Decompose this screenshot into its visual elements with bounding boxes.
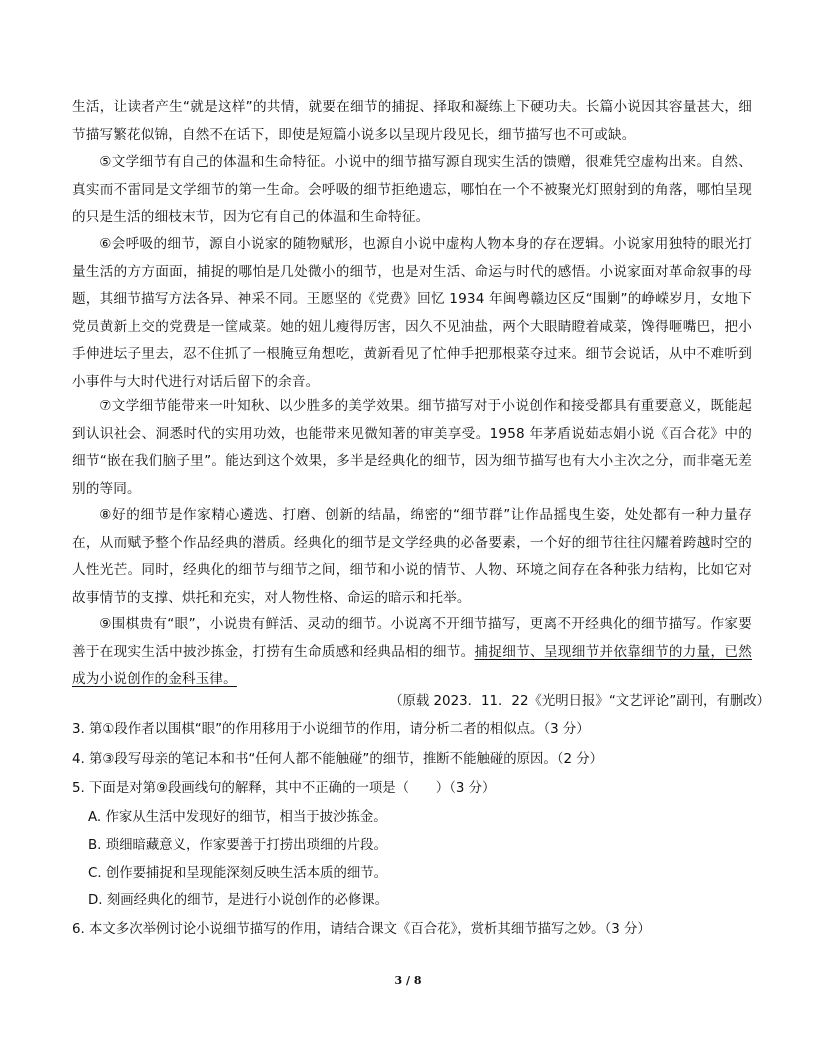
question-6: 6. 本文多次举例讨论小说细节描写的作用，请结合课文《百合花》，赏析其细节描写之妙。（3 分） [72,922,651,937]
question-3: 3. 第①段作者以围棋“眼”的作用移用于小说细节的作用，请分析二者的相似点。（3 分） [72,722,590,737]
paragraph-8: ⑧好的细节是作家精心遴选、打磨、创新的结晶，绵密的“细节群”让作品摇曳生姿，处处都有一种力量存在，从而赋予整个作品经典的潜质。经典化的细节是文学经典的必备要素，一个好的细节往往闪耀着跨越时空的人性光芒。同时，经典化的细节与细节之间，细节和小说的情节、人物、环境之间存在各种张力结构，比如它对故事情节的支撑、烘托和充实，对人物性格、命运的暗示和托举。 [72,507,752,606]
question-5-option-a: A. 作家从生活中发现好的细节，相当于披沙拣金。 [88,810,387,825]
page-number: 3 / 8 [394,974,422,987]
paragraph-7: ⑦文学细节能带来一叶知秋、以少胜多的美学效果。细节描写对于小说创作和接受都具有重要意义，既能起到认识社会、洞悉时代的实用功效，也能带来见微知著的审美享受。1958 年茅盾说茹志娟小说《百合花》中的细节“嵌在我们脑子里”。能达到这个效果，多半是经典化的细节，因为细节描写也有大小主次之分，而非毫无差别的等同。 [72,398,752,497]
question-5: 5. 下面是对第⑨段画线句的解释，其中不正确的一项是（ ）（3 分） [72,781,496,796]
paragraph-9-underlined-sentence: 捕捉细节、呈现细节并依靠细节的力量，已然成为小说创作的金科玉律。 [72,643,752,687]
question-5-option-c: C. 创作要捕捉和呈现能深刻反映生活本质的细节。 [88,866,388,881]
paragraph-4-continued: 生活，让读者产生“就是这样”的共情，就要在细节的捕捉、择取和凝练上下硬功夫。长篇小说因其容量甚大，细节描写繁花似锦，自然不在话下，即使是短篇小说多以呈现片段见长，细节描写也不可或缺。 [72,99,752,143]
question-5-option-d: D. 刻画经典化的细节，是进行小说创作的必修课。 [88,893,389,908]
paragraph-5: ⑤文学细节有自己的体温和生命特征。小说中的细节描写源自现实生活的馈赠，很难凭空虚构出来。自然、真实而不雷同是文学细节的第一生命。会呼吸的细节拒绝遗忘，哪怕在一个不被聚光灯照射到的角落，哪怕呈现的只是生活的细枝末节，因为它有自己的体温和生命特征。 [72,154,752,225]
paragraph-6: ⑥会呼吸的细节，源自小说家的随物赋形，也源自小说中虚构人物本身的存在逻辑。小说家用独特的眼光打量生活的方方面面，捕捉的哪怕是几处微小的细节，也是对生活、命运与时代的感悟。小说家面对革命叙事的母题，其细节描写方法各异、神采不同。王愿坚的《党费》回忆 1934 年闽粤赣边区反“围剿”的峥嵘岁月，女地下党员黄新上交的党费是一筐咸菜。她的妞儿瘦得厉害，因久不见油盐，两个大眼睛瞪着咸菜，馋得咂嘴巴，把小手伸进坛子里去，忍不住抓了一根腌豆角想吃，黄新看见了忙伸手把那根菜夺过来。细节会说话，从中不难听到小事件与大时代进行对话后留下的余音。 [72,236,752,390]
question-5-option-b: B. 琐细暗藏意义，作家要善于打捞出琐细的片段。 [88,838,387,853]
question-4: 4. 第③段写母亲的笔记本和书“任何人都不能触碰”的细节，推断不能触碰的原因。（2 分） [72,752,604,767]
paragraph-9-text: ⑨围棋贵有“眼”，小说贵有鲜活、灵动的细节。小说离不开细节描写，更离不开经典化的细节描写。作家要善于在现实生活中披沙拣金，打捞有生命质感和经典品相的细节。 [72,616,752,660]
paragraph-9 [72,611,752,694]
source-citation: （原载 2023．11．22《光明日报》“文艺评论”副刊，有删改） [389,694,770,709]
